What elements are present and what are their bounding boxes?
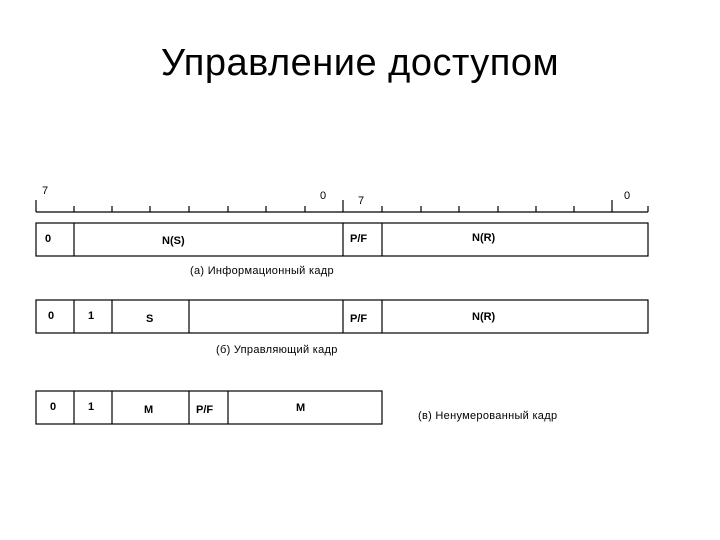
frame-a-caption: (а) Информационный кадр xyxy=(190,265,334,277)
frame-b-field-pf: P/F xyxy=(350,313,368,325)
bit-label-right-high: 7 xyxy=(358,195,365,207)
frame-c-field-m1: M xyxy=(144,404,154,416)
bit-label-right-low: 0 xyxy=(624,190,631,202)
frame-b xyxy=(36,300,648,356)
frame-c-caption: (в) Ненумерованный кадр xyxy=(418,410,558,422)
frame-b-field-nr: N(R) xyxy=(472,311,496,323)
frame-a-field-ns: N(S) xyxy=(162,235,185,247)
frame-c-field-pf: P/F xyxy=(196,404,214,416)
bit-label-left-low: 0 xyxy=(320,190,327,202)
frame-b-caption: (б) Управляющий кадр xyxy=(216,344,338,356)
frame-c-field-bit1: 1 xyxy=(88,401,95,413)
frame-a xyxy=(36,223,648,277)
frame-a-field-pf: P/F xyxy=(350,233,368,245)
frame-a-field-nr: N(R) xyxy=(472,232,496,244)
frame-a-outline xyxy=(36,223,648,256)
page-title: Управление доступом xyxy=(160,42,560,84)
frame-c-field-bit0: 0 xyxy=(50,401,57,413)
frame-b-field-bit1: 1 xyxy=(88,310,95,322)
frame-b-field-bit0: 0 xyxy=(48,310,55,322)
frame-c xyxy=(36,391,557,424)
frame-a-field-bit0: 0 xyxy=(45,233,52,245)
frame-b-field-s: S xyxy=(146,313,154,325)
frame-b-outline xyxy=(36,300,648,333)
frame-c-field-m2: M xyxy=(296,402,306,414)
bit-scale xyxy=(36,185,648,212)
bit-label-left-high: 7 xyxy=(42,185,49,197)
